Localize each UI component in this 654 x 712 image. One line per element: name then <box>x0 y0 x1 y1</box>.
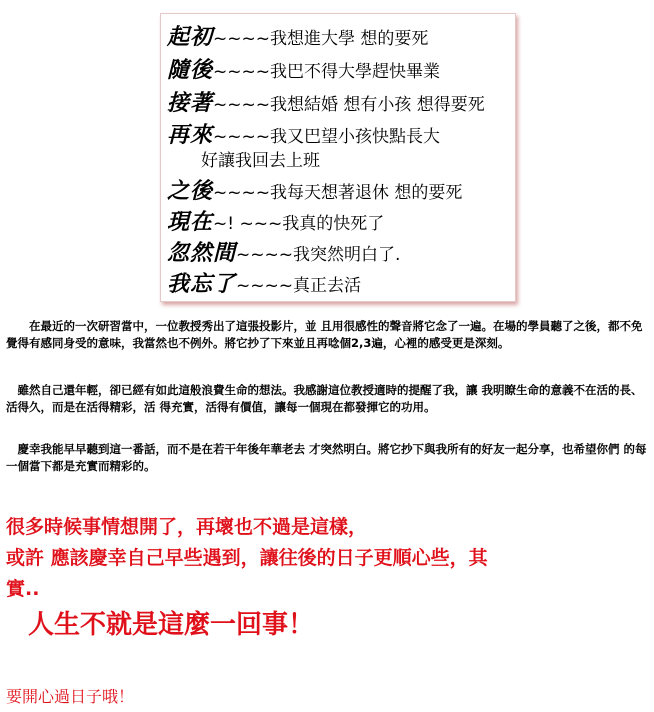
slide-keyword: 之後 <box>167 179 214 204</box>
slide-keyword: 再來 <box>167 123 214 148</box>
slide-text: 好讓我回去上班 <box>201 151 320 171</box>
paragraph-reflection: 雖然自己還年輕，卻已經有如此這般浪費生命的想法。我感謝這位教授適時的提醒了我，讓 我明瞭生命的意義不在活的長、活得久，而是在活得精彩，活 得充實，活得有價值，讓每一個現在都發揮它的功用。 <box>6 383 643 414</box>
slide-text: ~! ~~~我真的快死了 <box>213 214 385 234</box>
slide-text: ~~~~真正去活 <box>236 276 361 296</box>
footer-text: 要開心過日子哦！ <box>6 687 135 706</box>
slide-keyword: 現在 <box>167 210 214 235</box>
slide-line <box>167 53 440 84</box>
slide-line <box>167 174 462 205</box>
slide-text: ~~~~我又巴望小孩快點長大 <box>213 127 440 147</box>
slide-line <box>167 205 384 236</box>
slide-line <box>167 236 400 267</box>
slide-line <box>201 146 320 171</box>
slide-text: ~~~~我突然明白了. <box>236 245 401 265</box>
slide-line <box>167 267 361 298</box>
slide-keyword: 忽然間 <box>167 241 237 266</box>
slide-text: ~~~~我巴不得大學趕快畢業 <box>213 62 440 82</box>
slide-text: ~~~~我想進大學 想的要死 <box>213 29 429 49</box>
headline: 人生不就是這麼一回事！ <box>28 610 315 640</box>
slide-keyword: 我忘了 <box>167 272 237 297</box>
slide-keyword: 隨後 <box>167 58 214 83</box>
slide-line <box>167 118 440 149</box>
paragraph-sharing: 慶幸我能早早聽到這一番話，而不是在若干年後年華老去 才突然明白。將它抄下與我所有的好友一起分享，也希望你們 的每一個當下都是充實而精彩的。 <box>6 442 647 473</box>
paragraph-intro: 在最近的一次研習當中，一位教授秀出了這張投影片，並 且用很感性的聲音將它念了一遍。在場的學員聽了之後，都不免覺得有感同身受的意味，我當然也不例外。將它抄了下來並且再唸個2,3遍，心裡的感受更是深刻。 <box>6 319 643 350</box>
slide-image <box>160 13 516 302</box>
slide-keyword: 接著 <box>167 91 214 116</box>
red-line-2: 或許 應該慶幸自己早些遇到，讓往後的日子更順心些，其 <box>6 547 488 569</box>
red-line-1: 很多時候事情想開了，再壞也不過是這樣， <box>6 516 368 538</box>
slide-line <box>167 20 428 51</box>
red-line-3: 實.. <box>6 578 40 600</box>
slide-keyword: 起初 <box>167 25 214 50</box>
slide-text: ~~~~我想結婚 想有小孩 想得要死 <box>213 95 485 115</box>
slide-line <box>167 86 485 117</box>
slide-text: ~~~~我每天想著退休 想的要死 <box>213 183 463 203</box>
